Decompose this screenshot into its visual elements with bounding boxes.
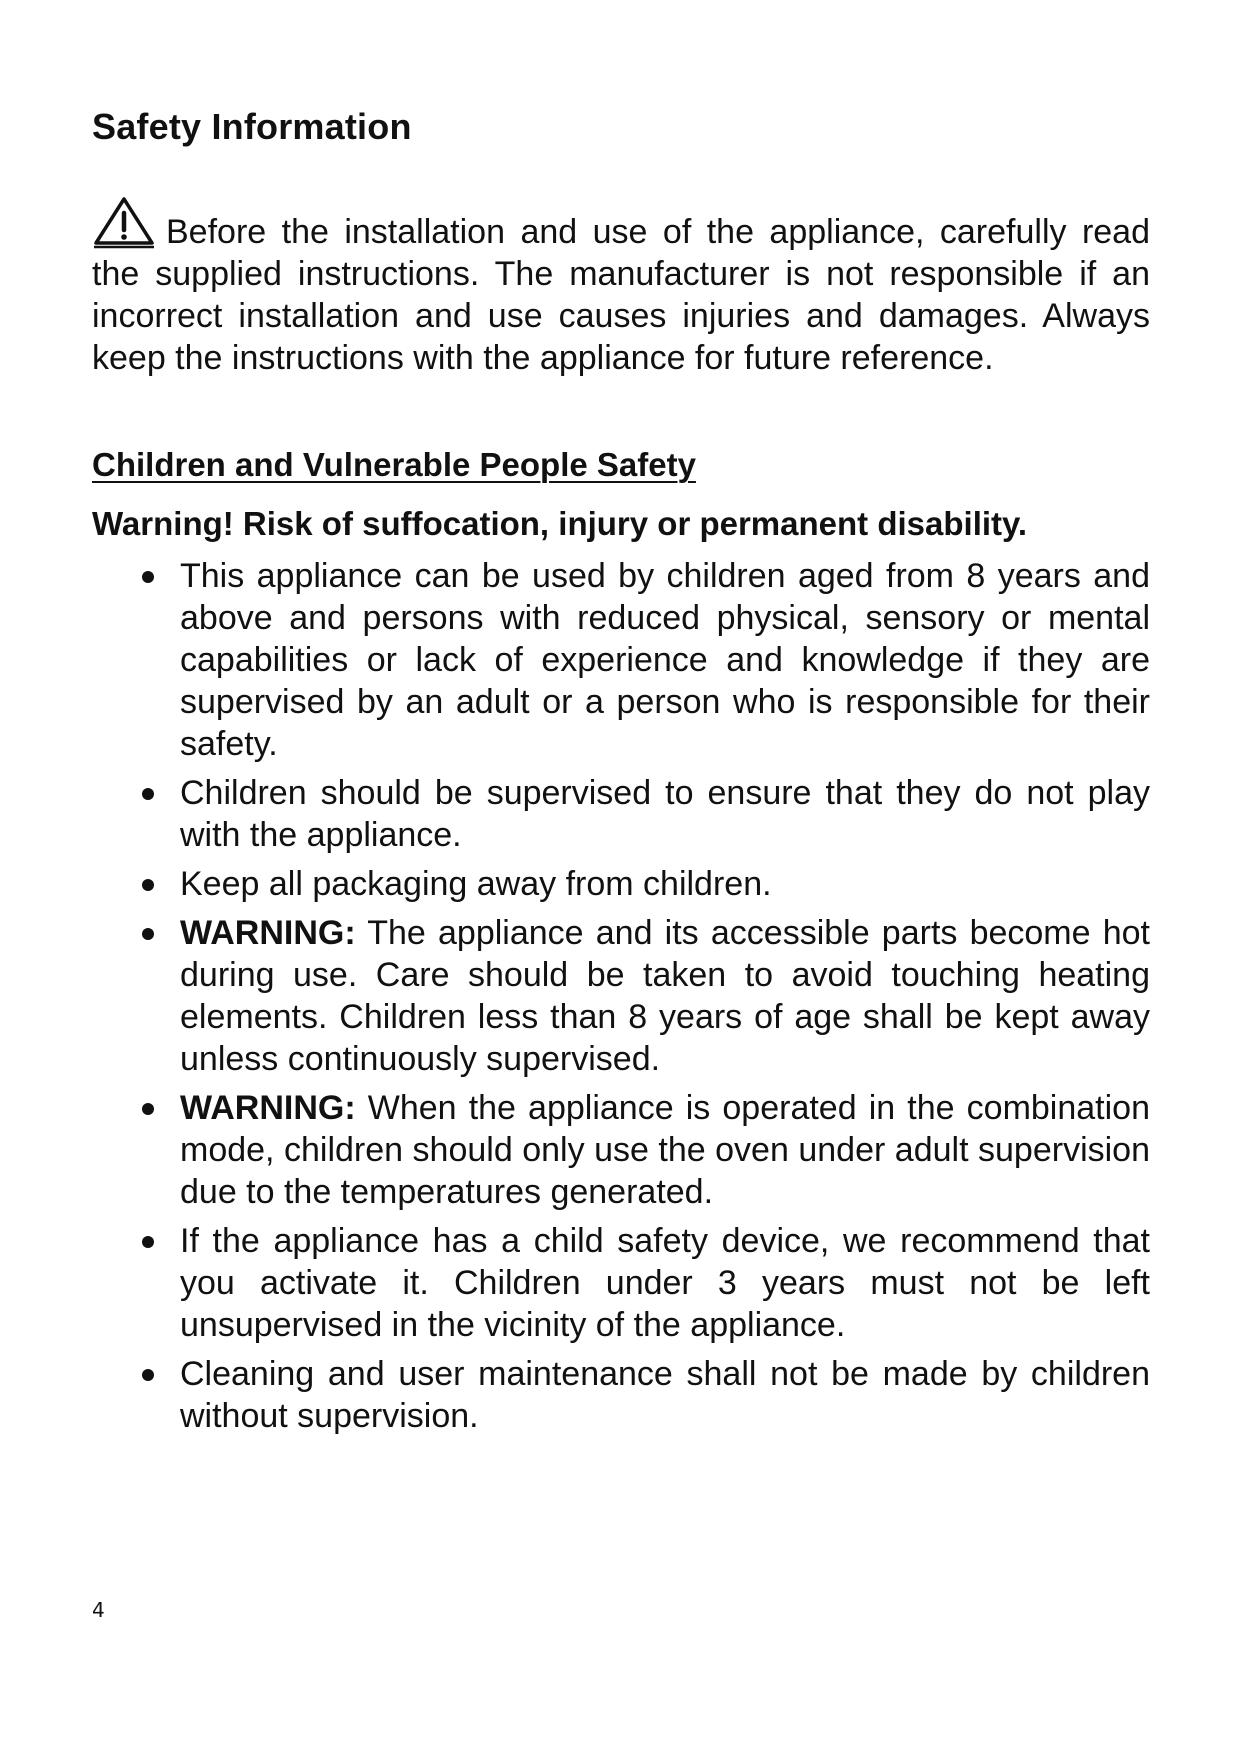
safety-bullet-list (180, 555, 1150, 1444)
bullet-icon (142, 788, 154, 800)
list-item (180, 863, 1150, 905)
section-heading: Children and Vulnerable People Safety (92, 446, 696, 483)
bullet-icon (142, 928, 154, 940)
list-item (180, 1087, 1150, 1213)
bullet-icon (142, 571, 154, 583)
intro-text: Before the installation and use of the appliance, carefully read the supplied instructions. The manufacturer is not responsible if an incorrect installation and use causes injuries and damages. Always keep the instructions with the appliance for future reference. (92, 213, 1150, 377)
list-item (180, 772, 1150, 856)
list-item-text: Cleaning and user maintenance shall not be made by children without supervision. (180, 1355, 1150, 1435)
warning-label: WARNING: (180, 1089, 356, 1127)
list-item-text: When the appliance is operated in the combination mode, children should only use the oven under adult supervision due to the temperatures generated. (180, 1089, 1150, 1211)
bullet-icon (142, 1236, 154, 1248)
list-item-text: This appliance can be used by children aged from 8 years and above and persons with reduced physical, sensory or mental capabilities or lack of experience and knowledge if they are supervised by an adult or a person who is responsible for their safety. (180, 557, 1150, 763)
page-title: Safety Information (92, 106, 412, 147)
bullet-icon (142, 1103, 154, 1115)
list-item (180, 1353, 1150, 1437)
page-number: 4 (92, 1598, 105, 1622)
warning-heading: Warning! Risk of suffocation, injury or permanent disability. (92, 505, 1028, 542)
warning-triangle-icon (92, 195, 156, 249)
intro-paragraph (92, 195, 1150, 379)
list-item-text: If the appliance has a child safety device, we recommend that you activate it. Children under 3 years must not be left unsupervised in the vicinity of the appliance. (180, 1222, 1150, 1344)
list-item (180, 555, 1150, 765)
list-item (180, 1220, 1150, 1346)
warning-label: WARNING: (180, 914, 356, 952)
bullet-icon (142, 1369, 154, 1381)
list-item-text: The appliance and its accessible parts become hot during use. Care should be taken to avoid touching heating elements. Children less than 8 years of age shall be kept away unless continuously supervised. (180, 914, 1150, 1078)
list-item-text: Keep all packaging away from children. (180, 865, 772, 903)
list-item-text: Children should be supervised to ensure that they do not play with the appliance. (180, 774, 1150, 854)
bullet-icon (142, 879, 154, 891)
list-item (180, 912, 1150, 1080)
